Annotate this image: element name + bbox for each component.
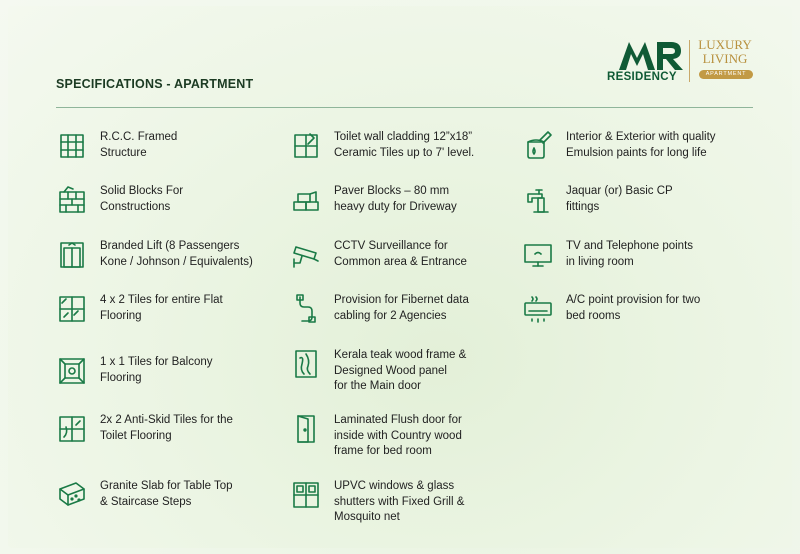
spec-text: R.C.C. Framed Structure [100,131,178,159]
spec-text: Provision for Fibernet data cabling for 2 Agencies [334,294,469,322]
spec-text: 4 x 2 Tiles for entire Flat Flooring [100,294,223,322]
spec-text: 2x 2 Anti-Skid Tiles for the Toilet Flooring [100,414,233,442]
spec-text: TV and Telephone points in living room [566,240,694,268]
spec-text: Laminated Flush door for inside with Country wood frame for bed room [334,414,462,457]
spec-item-upvc [290,479,464,526]
anti-skid-tiles-icon [56,413,88,445]
logo-apartment-badge: APARTMENT [699,70,753,79]
logo-luxury-living-text: LUXURY LIVING [698,37,752,66]
balcony-tiles-icon [56,355,88,387]
page-title: SPECIFICATIONS - APARTMENT [56,77,254,91]
flush-door-icon [290,413,322,445]
air-conditioner-icon [522,293,554,325]
spec-item-blocks [56,184,183,216]
spec-text: A/C point provision for two bed rooms [566,294,701,322]
spec-text: Granite Slab for Table Top & Staircase Steps [100,480,233,508]
paint-bucket-icon [522,130,554,162]
fibernet-cable-icon [290,293,322,325]
tv-icon [522,239,554,271]
rcc-frame-icon [56,130,88,162]
spec-item-lift [56,239,253,271]
spec-item-cctv [290,239,467,271]
spec-text: Solid Blocks For Constructions [100,185,184,213]
logo-residency-text: RESIDENCY [607,71,677,83]
spec-item-balcony-tiles [56,355,213,387]
spec-item-tv [522,239,693,271]
wall-cladding-icon [290,130,322,162]
spec-item-teak-frame [290,348,466,395]
cctv-icon [290,239,322,271]
spec-text: Jaquar (or) Basic CP fittings [566,185,673,213]
lift-icon [56,239,88,271]
spec-item-flush-door [290,413,462,460]
floor-tiles-icon [56,293,88,325]
solid-blocks-icon [56,184,88,216]
spec-text: 1 x 1 Tiles for Balcony Flooring [100,356,213,384]
spec-text: CCTV Surveillance for Common area & Entrance [334,240,467,268]
spec-item-flat-tiles [56,293,223,325]
spec-item-paver [290,184,457,216]
granite-slab-icon [56,479,88,511]
spec-text: Kerala teak wood frame & Designed Wood panel for the Main door [334,349,467,392]
header-divider [56,107,753,108]
spec-text: Interior & Exterior with quality Emulsion paints for long life [566,131,716,159]
spec-text: UPVC windows & glass shutters with Fixed Grill & Mosquito net [334,480,465,523]
spec-text: Paver Blocks – 80 mm heavy duty for Driveway [334,185,457,213]
spec-item-wall-cladding [290,130,474,162]
spec-item-ac [522,293,700,325]
spec-text: Toilet wall cladding 12”x18” Ceramic Tiles up to 7' level. [334,131,475,159]
spec-item-rcc [56,130,177,162]
spec-item-fibernet [290,293,469,325]
spec-item-paint [522,130,716,162]
logo-separator [689,40,690,82]
mr-logo-icon [615,38,685,72]
spec-item-faucet [522,184,673,216]
spec-item-granite [56,479,233,511]
paver-blocks-icon [290,184,322,216]
teak-frame-icon [290,348,322,380]
spec-text: Branded Lift (8 Passengers Kone / Johnson / Equivalents) [100,240,253,268]
upvc-window-icon [290,479,322,511]
brand-logo [607,38,757,88]
faucet-icon [522,184,554,216]
spec-item-anti-skid [56,413,233,445]
